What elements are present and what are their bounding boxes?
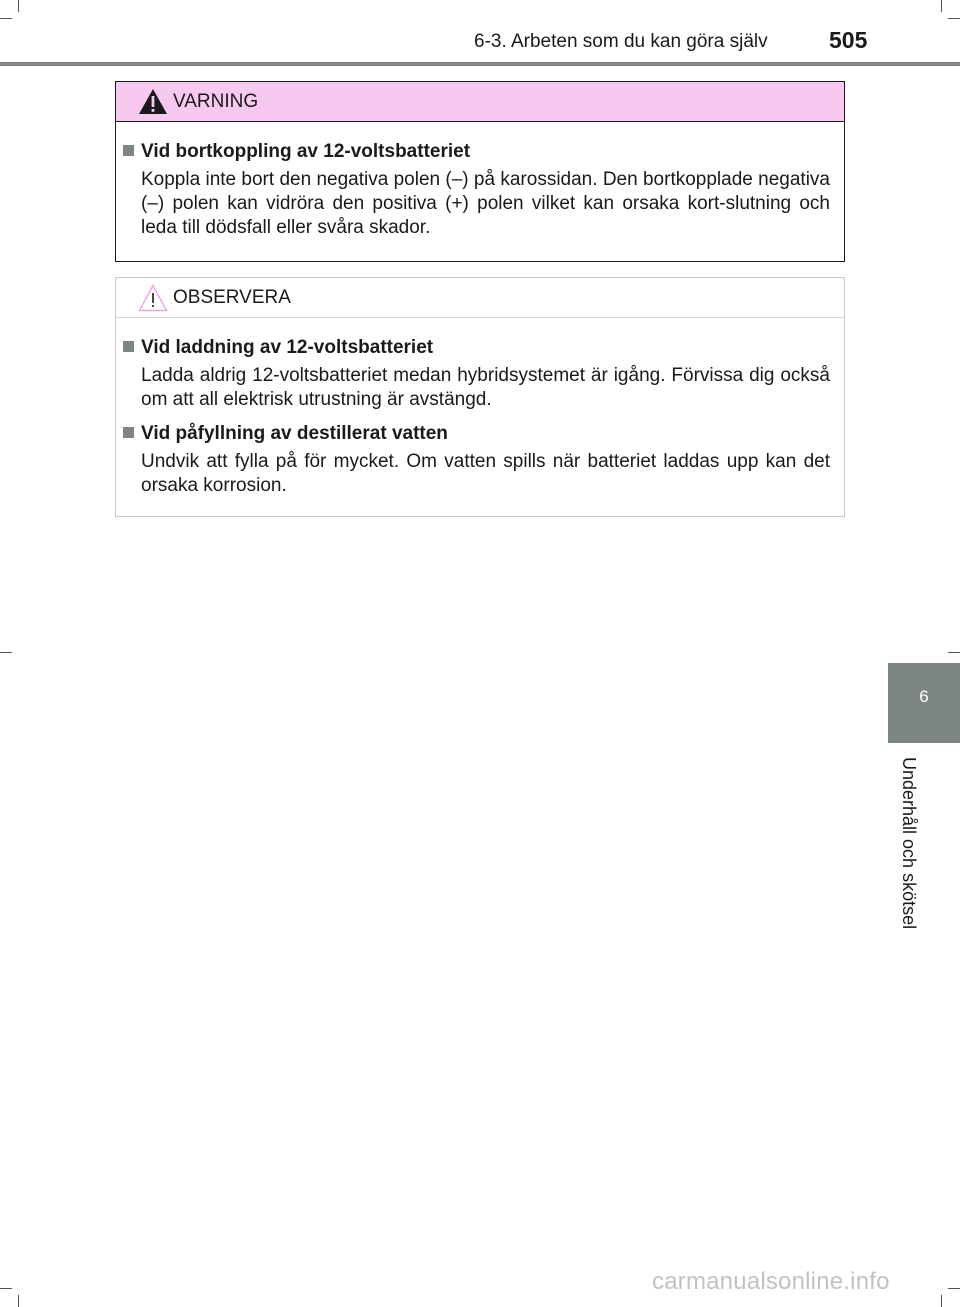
crop-mark [18, 0, 19, 12]
warning-triangle-icon [138, 88, 168, 115]
square-bullet-icon [123, 145, 134, 156]
crop-mark [948, 652, 960, 653]
notice-header [116, 278, 844, 318]
square-bullet-icon [123, 427, 134, 438]
notice-item [116, 422, 844, 498]
warning-header [116, 82, 844, 122]
warning-item-body: Koppla inte bort den negativa polen (–) på karossidan. Den bortkopplade negativa (–) polen kan vidröra den positiva (+) polen vilket kan orsaka kort-slutning och leda till dödsfall eller svåra skador. [141, 169, 830, 238]
notice-box [115, 277, 845, 517]
crop-mark [941, 1295, 942, 1307]
notice-item-title: Vid påfyllning av destillerat vatten [141, 423, 448, 444]
crop-mark [941, 0, 942, 12]
chapter-tab [888, 663, 960, 743]
notice-item-body: Undvik att fylla på för mycket. Om vatten spills när batteriet laddas upp kan det orsaka korrosion. [141, 451, 830, 496]
notice-item-title: Vid laddning av 12-voltsbatteriet [141, 337, 434, 358]
warning-heading: VARNING [173, 91, 259, 112]
square-bullet-icon [123, 341, 134, 352]
caution-triangle-icon [138, 284, 168, 312]
warning-item [116, 140, 844, 240]
crop-mark [948, 18, 960, 19]
warning-box [115, 81, 845, 262]
chapter-label: Underhåll och skötsel [899, 757, 919, 930]
header-rule [0, 62, 960, 66]
crop-mark [0, 1288, 12, 1289]
crop-mark [0, 652, 12, 653]
warning-item-title: Vid bortkoppling av 12-voltsbatteriet [141, 141, 471, 162]
notice-item [116, 336, 844, 412]
crop-mark [0, 18, 12, 19]
notice-heading: OBSERVERA [173, 287, 291, 308]
crop-mark [948, 1288, 960, 1289]
crop-mark [18, 1295, 19, 1307]
page-number: 505 [829, 27, 868, 53]
watermark: carmanualsonline.info [652, 1268, 890, 1295]
section-title: 6-3. Arbeten som du kan göra själv [474, 31, 768, 52]
notice-item-body: Ladda aldrig 12-voltsbatteriet medan hybridsystemet är igång. Förvissa dig också om att all elektrisk utrustning är avstängd. [141, 365, 830, 410]
chapter-number: 6 [919, 687, 929, 706]
